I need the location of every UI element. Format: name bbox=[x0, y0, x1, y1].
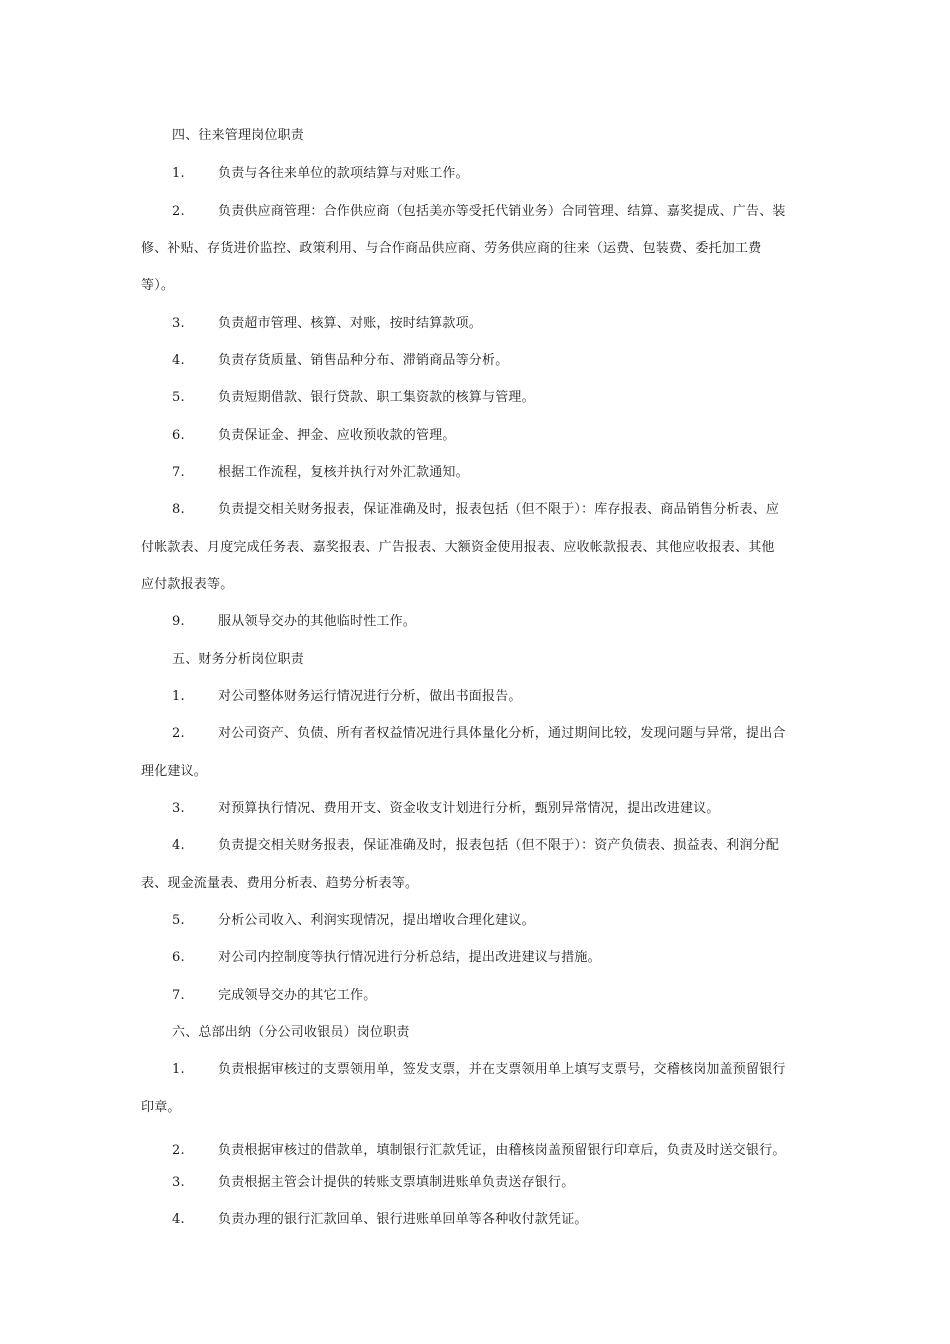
item-number: 1. bbox=[172, 689, 185, 704]
item-text-continued: 理化建议。 bbox=[141, 764, 208, 779]
item-number: 7. bbox=[172, 465, 185, 480]
item-number: 4. bbox=[172, 1212, 185, 1227]
section-heading: 五、财务分析岗位职责 bbox=[172, 652, 305, 667]
item-text: 负责短期借款、银行贷款、职工集资款的核算与管理。 bbox=[218, 390, 535, 405]
item-text: 完成领导交办的其它工作。 bbox=[218, 988, 377, 1003]
section-heading: 四、往来管理岗位职责 bbox=[172, 128, 305, 143]
item-text: 对公司整体财务运行情况进行分析，做出书面报告。 bbox=[218, 689, 522, 704]
item-text: 负责根据审核过的借款单，填制银行汇款凭证，由稽核岗盖预留银行印章后，负责及时送交银行。 bbox=[218, 1143, 786, 1158]
item-number: 1. bbox=[172, 1062, 185, 1077]
item-text: 分析公司收入、利润实现情况，提出增收合理化建议。 bbox=[218, 913, 535, 928]
item-text: 负责保证金、押金、应收预收款的管理。 bbox=[218, 428, 456, 443]
item-text: 负责根据主管会计提供的转账支票填制进账单负责送存银行。 bbox=[218, 1175, 575, 1190]
item-text: 负责提交相关财务报表，保证准确及时，报表包括（但不限于）：库存报表、商品销售分析表、应 bbox=[218, 502, 780, 517]
item-text-continued: 表、现金流量表、费用分析表、趋势分析表等。 bbox=[141, 876, 419, 891]
item-number: 8. bbox=[172, 502, 185, 517]
item-text: 负责供应商管理：合作供应商（包括美亦等受托代销业务）合同管理、结算、嘉奖提成、广告、装 bbox=[218, 204, 786, 219]
item-text: 对预算执行情况、费用开支、资金收支计划进行分析，甄别异常情况，提出改进建议。 bbox=[218, 801, 720, 816]
item-number: 3. bbox=[172, 1175, 185, 1190]
item-number: 6. bbox=[172, 950, 185, 965]
item-text-continued: 等）。 bbox=[141, 278, 175, 293]
item-text: 负责提交相关财务报表，保证准确及时，报表包括（但不限于）：资产负债表、损益表、利润分配 bbox=[218, 838, 780, 853]
item-number: 1. bbox=[172, 166, 185, 181]
item-number: 3. bbox=[172, 316, 185, 331]
section-heading: 六、总部出纳（分公司收银员）岗位职责 bbox=[172, 1025, 410, 1040]
item-text: 对公司资产、负债、所有者权益情况进行具体量化分析，通过期间比较，发现问题与异常，提出合 bbox=[218, 726, 786, 741]
item-number: 2. bbox=[172, 726, 185, 741]
item-text: 负责办理的银行汇款回单、银行进账单回单等各种收付款凭证。 bbox=[218, 1212, 588, 1227]
item-text: 对公司内控制度等执行情况进行分析总结，提出改进建议与措施。 bbox=[218, 950, 601, 965]
item-number: 6. bbox=[172, 428, 185, 443]
item-text-continued: 修、补贴、存货进价监控、政策利用、与合作商品供应商、劳务供应商的往来（运费、包装费、委托加工费 bbox=[141, 241, 762, 256]
item-number: 4. bbox=[172, 838, 185, 853]
item-text-continued: 付帐款表、月度完成任务表、嘉奖报表、广告报表、大额资金使用报表、应收帐款报表、其他应收报表、其他 bbox=[141, 540, 775, 555]
item-text: 负责根据审核过的支票领用单，签发支票，并在支票领用单上填写支票号，交稽核岗加盖预留银行 bbox=[218, 1062, 786, 1077]
item-text: 负责与各往来单位的款项结算与对账工作。 bbox=[218, 166, 469, 181]
item-text: 根据工作流程，复核并执行对外汇款通知。 bbox=[218, 465, 469, 480]
item-text-continued: 印章。 bbox=[141, 1100, 181, 1115]
item-number: 2. bbox=[172, 204, 185, 219]
item-text: 服从领导交办的其他临时性工作。 bbox=[218, 614, 417, 629]
item-number: 4. bbox=[172, 353, 185, 368]
item-text-continued: 应付款报表等。 bbox=[141, 577, 234, 592]
item-number: 5. bbox=[172, 390, 185, 405]
item-number: 5. bbox=[172, 913, 185, 928]
item-number: 2. bbox=[172, 1143, 185, 1158]
item-text: 负责存货质量、销售品种分布、滞销商品等分析。 bbox=[218, 353, 509, 368]
item-text: 负责超市管理、核算、对账，按时结算款项。 bbox=[218, 316, 483, 331]
item-number: 9. bbox=[172, 614, 185, 629]
item-number: 3. bbox=[172, 801, 185, 816]
item-number: 7. bbox=[172, 988, 185, 1003]
